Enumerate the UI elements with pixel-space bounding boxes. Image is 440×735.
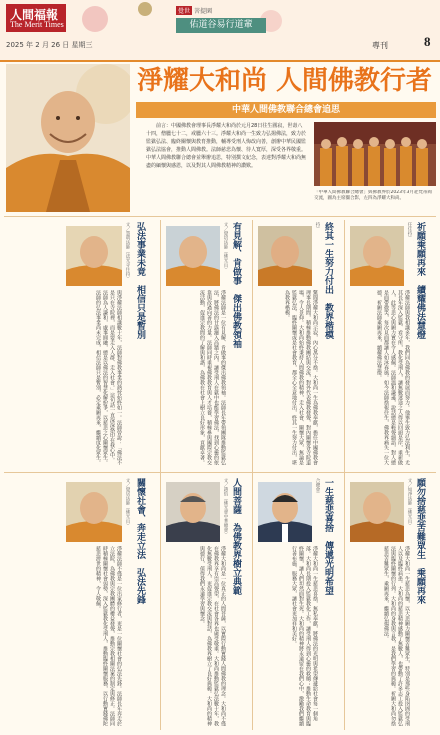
article-title: 願勿捨慈悲苦難眾生 乘願再來 xyxy=(415,478,425,604)
flower-decoration-icon xyxy=(138,2,152,16)
column-divider xyxy=(344,220,345,730)
headline: 淨耀大和尚 人間佛教行者 xyxy=(136,66,432,96)
article-byline-box xyxy=(124,222,134,292)
article-byline-box xyxy=(406,222,414,282)
article-portrait xyxy=(166,226,220,286)
page-number: 8 xyxy=(424,34,431,49)
article-byline-box xyxy=(406,478,414,538)
article-title: 弘法事業未竟 相信只是暫別 xyxy=(135,222,145,339)
article-header xyxy=(414,222,438,468)
article-body: 淨耀大和尚一生慈悲為懷，以大悲願力關懷苦難眾生，特別是那些身陷囹圄的受刑人以及臨終病患。大和尚的慈悲精神感動了無數人，也帶動了許多志工投入監獄弘法與臨終關懷的行列。大和尚的身教與言教，是我們學習的典範。祈願大和尚勿捨慈悲苦難眾生，乘願再來，繼續弘揚佛法。 xyxy=(383,546,410,726)
article-title: 終其一生努力付出 教界楷模 xyxy=(323,222,333,339)
section-name: 專刊 xyxy=(372,41,388,50)
column-small: 菩提園 xyxy=(194,8,213,15)
article-portrait xyxy=(258,482,312,542)
article-byline-box xyxy=(124,478,134,548)
article-body: 淨耀法師與我相識多年，我們同為佛教的發展而努力。他畢生致力弘法利生，尤其長年深入監獄、看守所，教化受刑人，讓無數迷途之人得以回頭是岸，重新做人，此等悲心與願力實在令人感佩。法師溫和謙遜，說話總是輕聲細語，對人總是面帶微笑，每次見面都讓人如沐春風。如今法師捨報往生，佛教界痛失一位大德，祈願法師乘願再來，續耀佛法慧燈。 xyxy=(376,290,410,465)
article-header xyxy=(322,222,346,468)
newspaper-name-en: The Merit Times xyxy=(10,20,64,29)
article-byline: 合總會） xyxy=(315,478,320,496)
column-divider xyxy=(160,220,161,730)
subheadline: 中華人間佛教聯合總會追思 xyxy=(136,102,436,118)
column-title: 佑道谷易行道輩 xyxy=(176,18,266,33)
article-card xyxy=(256,222,345,468)
article-title: 人間菩薩 為佛教界樹立典範 xyxy=(231,478,241,595)
article-card xyxy=(164,222,253,468)
article-byline-box xyxy=(314,222,322,282)
article-title: 一生慈悲喜捨 傳遞光明希望 xyxy=(323,478,333,595)
article-header xyxy=(134,478,158,728)
article-byline: 文／覺培法師（佛光山） xyxy=(223,222,228,272)
newspaper-name-cn: 人間福報 xyxy=(10,8,59,22)
article-portrait xyxy=(350,482,404,542)
article-card xyxy=(6,222,158,468)
column-divider xyxy=(252,220,253,730)
article-byline: 文／慧明法師（法光寺住持） xyxy=(125,222,130,281)
group-photo xyxy=(314,122,436,186)
article-byline: 文／如淨法師（佛光山） xyxy=(407,478,412,528)
article-byline: 文／趙怡（佛光會中華總會） xyxy=(223,478,228,537)
row-divider xyxy=(4,472,436,473)
article-byline-box xyxy=(222,222,230,282)
article-byline: 持） xyxy=(315,222,320,231)
lead-paragraph: 前言：中國佛教會理事長淨耀大和尚於元月28日往生圓寂，世壽八十四，僧臘七十二，戒臘六十三。淨耀大和尚一生致力弘揚佛法，致力於監獄弘法、臨終關懷與教育推動，輔導受刑人悔改向善，創辦中華民國監獄弘法協會，推動人間佛教。法師慈悲為懷、待人寬厚，深受各界敬重。中華人間佛教聯合總會並舉辦追思，特別撰文紀念，表達對淨耀大和尚無盡的緬懷與感恩，以及對其人間佛教精神的讚歎。 xyxy=(146,123,306,169)
article-byline-box xyxy=(314,478,322,538)
article-title: 關懷社會、奔走立法 弘法先鋒 xyxy=(135,478,145,604)
masthead xyxy=(0,0,440,62)
article-portrait xyxy=(350,226,404,286)
article-byline: 任住持） xyxy=(407,222,412,240)
photo-caption: 「中華人間佛教聯合總會」與佛教界於2023年3月赴梵蒂岡交流，圖為主席團合影，左四為淨耀大和尚。 xyxy=(314,190,432,201)
article-title: 祈願乘願再來 續耀佛法慧燈 xyxy=(415,222,425,339)
article-body: 淨耀法師不僅是一位出家修行者，更是一位關懷社會的弘法先鋒。法師長年奔走於立法院，為佛教與宗教團體的權益發聲，推動宗教相關法案的制定與修正。法師同時積極關懷社會弱勢，深入監獄教化受刑人，推動臨終關懷服務，以行動實踐佛陀慈悲濟世的精神，令人敬佩。 xyxy=(95,546,122,726)
article-body: 驚聞淨耀大和尚示寂，內心萬分不捨。大和尚一生為佛教奉獻，擔任中國佛教會理事長期間，積極推動佛教團結與交流，對外代表佛教發聲，對內關懷各寺院道場，令人景仰。大和尚始終秉持人間佛教的精神，走入社會、關懷大眾，無論是監獄弘法、臨終關懷或是社會教育，都全心全意地付出，終其一生努力付出，堪為教界楷模。 xyxy=(284,290,318,465)
column-pill: 覺世 xyxy=(178,8,191,15)
article-byline: 文／覺居法師（佛光山） xyxy=(125,478,130,528)
column-tag xyxy=(176,6,212,15)
article-body: 淨耀大和尚是一位真正的人間菩薩，以實際行動實踐人間佛教的理念。大和尚不僅在佛教界享有崇高聲望，在社會各界也廣受敬重。大和尚推動監獄弘法數十年，教化無數受刑人，更促進宗教交流與對話，為佛教界樹立了良好典範。大和尚的精神與德行，值得我們永遠學習與懷念。 xyxy=(199,546,226,726)
article-header xyxy=(230,478,254,728)
article-body: 淨耀大和尚一生慈悲喜捨，無私奉獻，將佛法的光明與希望傳遞給社會每一個角落。大和尚長期投入監獄教化工作，讓受刑人得到心靈的救贖；推動生命教育與臨終關懷，讓人們坦然面對生死。大和尚的精神將永遠留在我們心中，激勵我們繼續行善布施、服務大眾，讓社會更加祥和美好。 xyxy=(291,546,318,726)
article-portrait xyxy=(166,482,220,542)
article-body: 淨耀法師是一位有見解、肯做事的傑出佛教領袖。法師長年帶領團隊推動監獄弘法，將佛法的甘露灑入高牆之內，讓受刑人在獄中也能學習佛法，找到心靈的依靠與改過向善的力量。法師同時重視佛教教育與人才培養，積極參與國際宗教交流活動，促進宗教間的了解與和諧，為佛教在社會上樹立良好形象，貢獻卓著。 xyxy=(199,290,226,465)
issue-date: 2025 年 2 月 26 日 星期三 xyxy=(6,41,93,49)
flower-decoration-icon xyxy=(82,6,108,32)
article-card xyxy=(6,478,158,728)
article-portrait xyxy=(66,482,122,542)
article-header xyxy=(230,222,254,468)
article-card xyxy=(348,222,437,468)
article-portrait xyxy=(258,226,312,286)
newspaper-logo xyxy=(6,4,66,32)
article-body: 與淨耀法師相識數十年，法師對佛教事業的熱忱始終如一。法師曾說：「佛法不是只在寺院裡，而是要走入人群、走入社會。」這句話一直深深烙印在我心中。法師為人謙和，處事圓融，總是以佛法的智慧化解紛爭，以慈悲之心關懷眾生。法師的弘法事業尚未完成，相信法師只是暫別，必定乘願再來，繼續度化眾生。 xyxy=(95,290,122,465)
article-card xyxy=(256,478,345,728)
article-portrait xyxy=(66,226,122,286)
row-divider xyxy=(4,216,436,217)
article-card xyxy=(348,478,437,728)
article-header xyxy=(134,222,158,468)
article-header xyxy=(322,478,346,728)
article-header xyxy=(414,478,438,728)
article-byline-box xyxy=(222,478,230,538)
article-title: 有見解、肯做事 傑出佛教領袖 xyxy=(231,222,241,348)
article-card xyxy=(164,478,253,728)
